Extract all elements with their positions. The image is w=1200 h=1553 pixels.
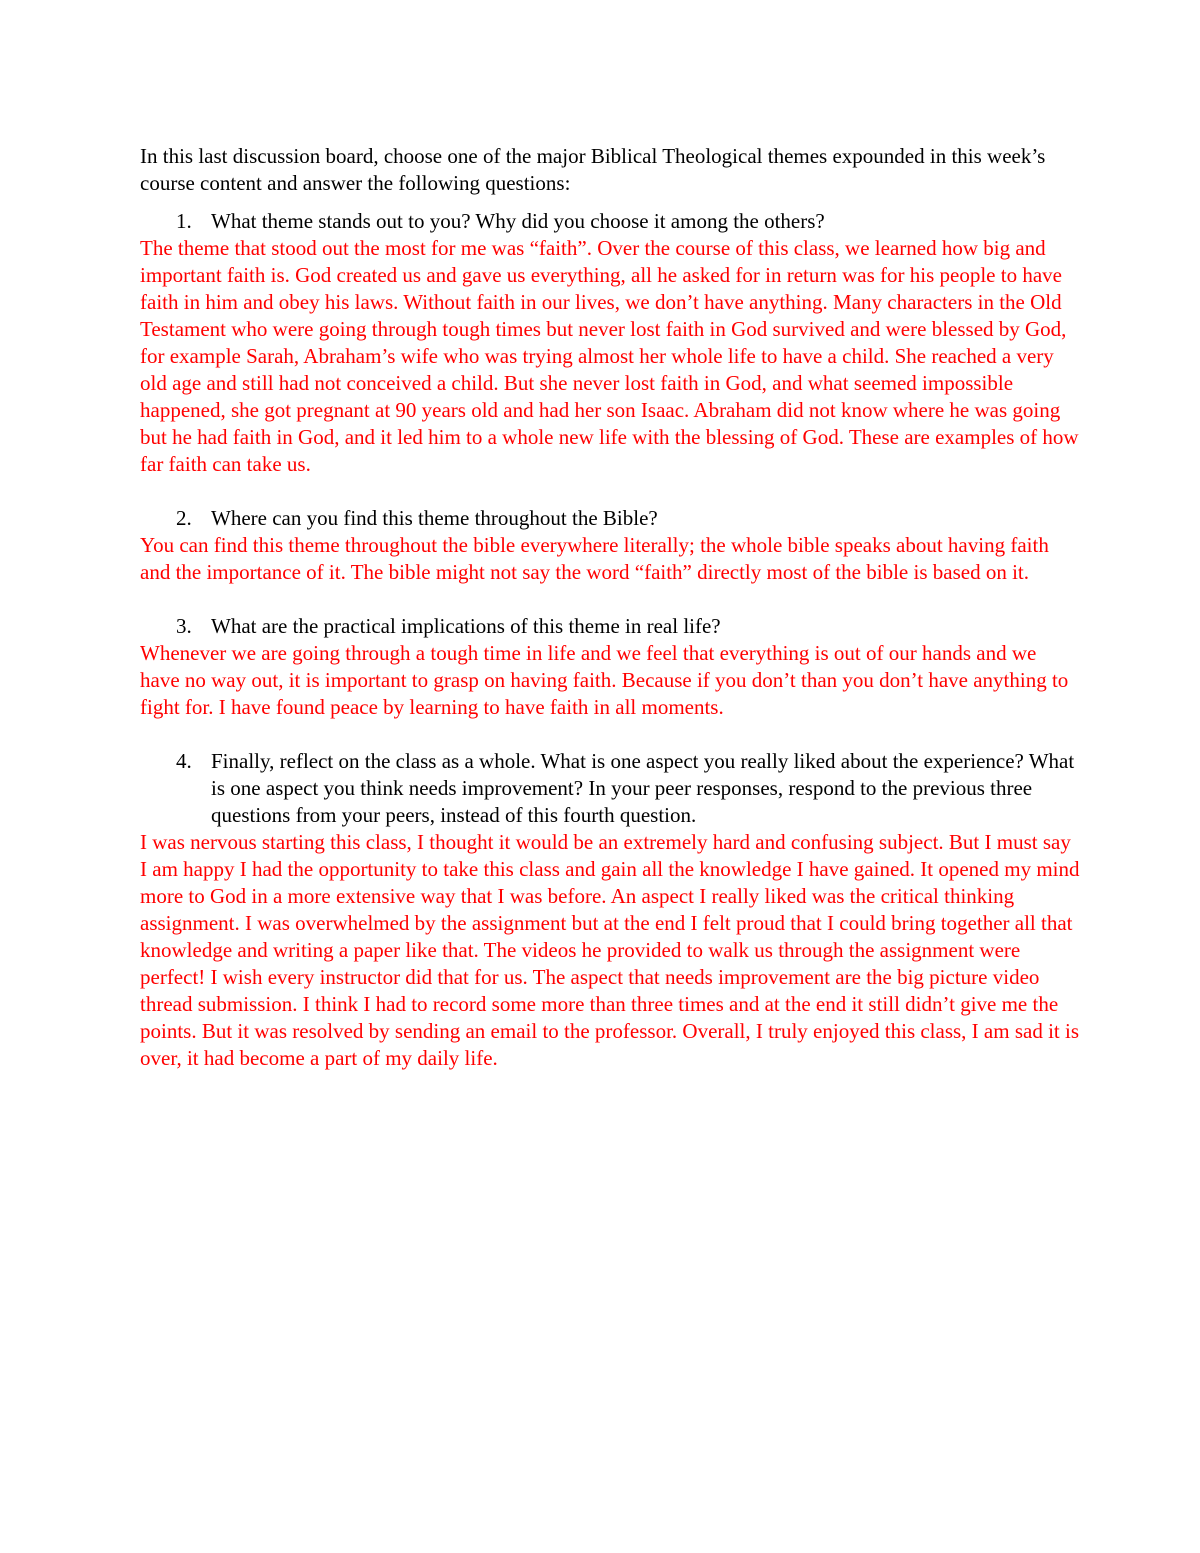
answer-1: The theme that stood out the most for me was “faith”. Over the course of this class, we learned how big and important faith is. God created us and gave us everything, all he asked for in return was for his people to have faith in him and obey his laws. Without faith in our lives, we don’t have anything. Many characters in the Old Testament who were going through tough times but never lost faith in God survived and were blessed by God, for example Sarah, Abraham’s wife who was trying almost her whole life to have a child. She reached a very old age and still had not conceived a child. But she never lost faith in God, and what seemed impossible happened, she got pregnant at 90 years old and had her son Isaac. Abraham did not know where he was going but he had faith in God, and it led him to a whole new life with the blessing of God. These are examples of how far faith can take us. xyxy=(140,236,1079,476)
answer-4: I was nervous starting this class, I thought it would be an extremely hard and confusing subject. But I must say I am happy I had the opportunity to take this class and gain all the knowledge I have gained. It opened my mind more to God in a more extensive way that I was before. An aspect I really liked was the critical thinking assignment. I was overwhelmed by the assignment but at the end I felt proud that I could bring together all that knowledge and writing a paper like that. The videos he provided to walk us through the assignment were perfect! I wish every instructor did that for us. The aspect that needs improvement are the big picture video thread submission. I think I had to record some more than three times and at the end it still didn’t give me the points. But it was resolved by sending an email to the professor. Overall, I truly enjoyed this class, I am sad it is over, it had become a part of my daily life. xyxy=(140,830,1080,1070)
question-3 xyxy=(140,613,1080,640)
paragraph-spacer xyxy=(140,478,1080,505)
qa-item-2 xyxy=(140,505,1080,586)
question-number: 3. xyxy=(176,614,192,638)
paragraph-spacer xyxy=(140,721,1080,748)
document-page xyxy=(140,143,1080,1072)
question-2 xyxy=(140,505,1080,532)
qa-item-3 xyxy=(140,613,1080,721)
question-text: What are the practical implications of this theme in real life? xyxy=(211,614,721,638)
qa-item-1 xyxy=(140,208,1080,478)
question-text: What theme stands out to you? Why did you choose it among the others? xyxy=(211,209,825,233)
question-text: Where can you find this theme throughout the Bible? xyxy=(211,506,658,530)
qa-item-4 xyxy=(140,748,1080,1072)
question-number: 4. xyxy=(176,749,192,773)
question-number: 2. xyxy=(176,506,192,530)
answer-2: You can find this theme throughout the bible everywhere literally; the whole bible speaks about having faith and the importance of it. The bible might not say the word “faith” directly most of the bible is based on it. xyxy=(140,533,1049,584)
question-text: Finally, reflect on the class as a whole. What is one aspect you really liked about the experience? What is one aspect you think needs improvement? In your peer responses, respond to the previous three questions from your peers, instead of this fourth question. xyxy=(211,749,1075,827)
question-1 xyxy=(140,208,1080,235)
intro-paragraph: In this last discussion board, choose one of the major Biblical Theological themes expounded in this week’s course content and answer the following questions: xyxy=(140,144,1046,195)
paragraph-spacer xyxy=(140,586,1080,613)
question-number: 1. xyxy=(176,209,192,233)
answer-3: Whenever we are going through a tough time in life and we feel that everything is out of our hands and we have no way out, it is important to grasp on having faith. Because if you don’t than you don’t have anything to fight for. I have found peace by learning to have faith in all moments. xyxy=(140,641,1069,719)
question-4 xyxy=(140,748,1080,829)
